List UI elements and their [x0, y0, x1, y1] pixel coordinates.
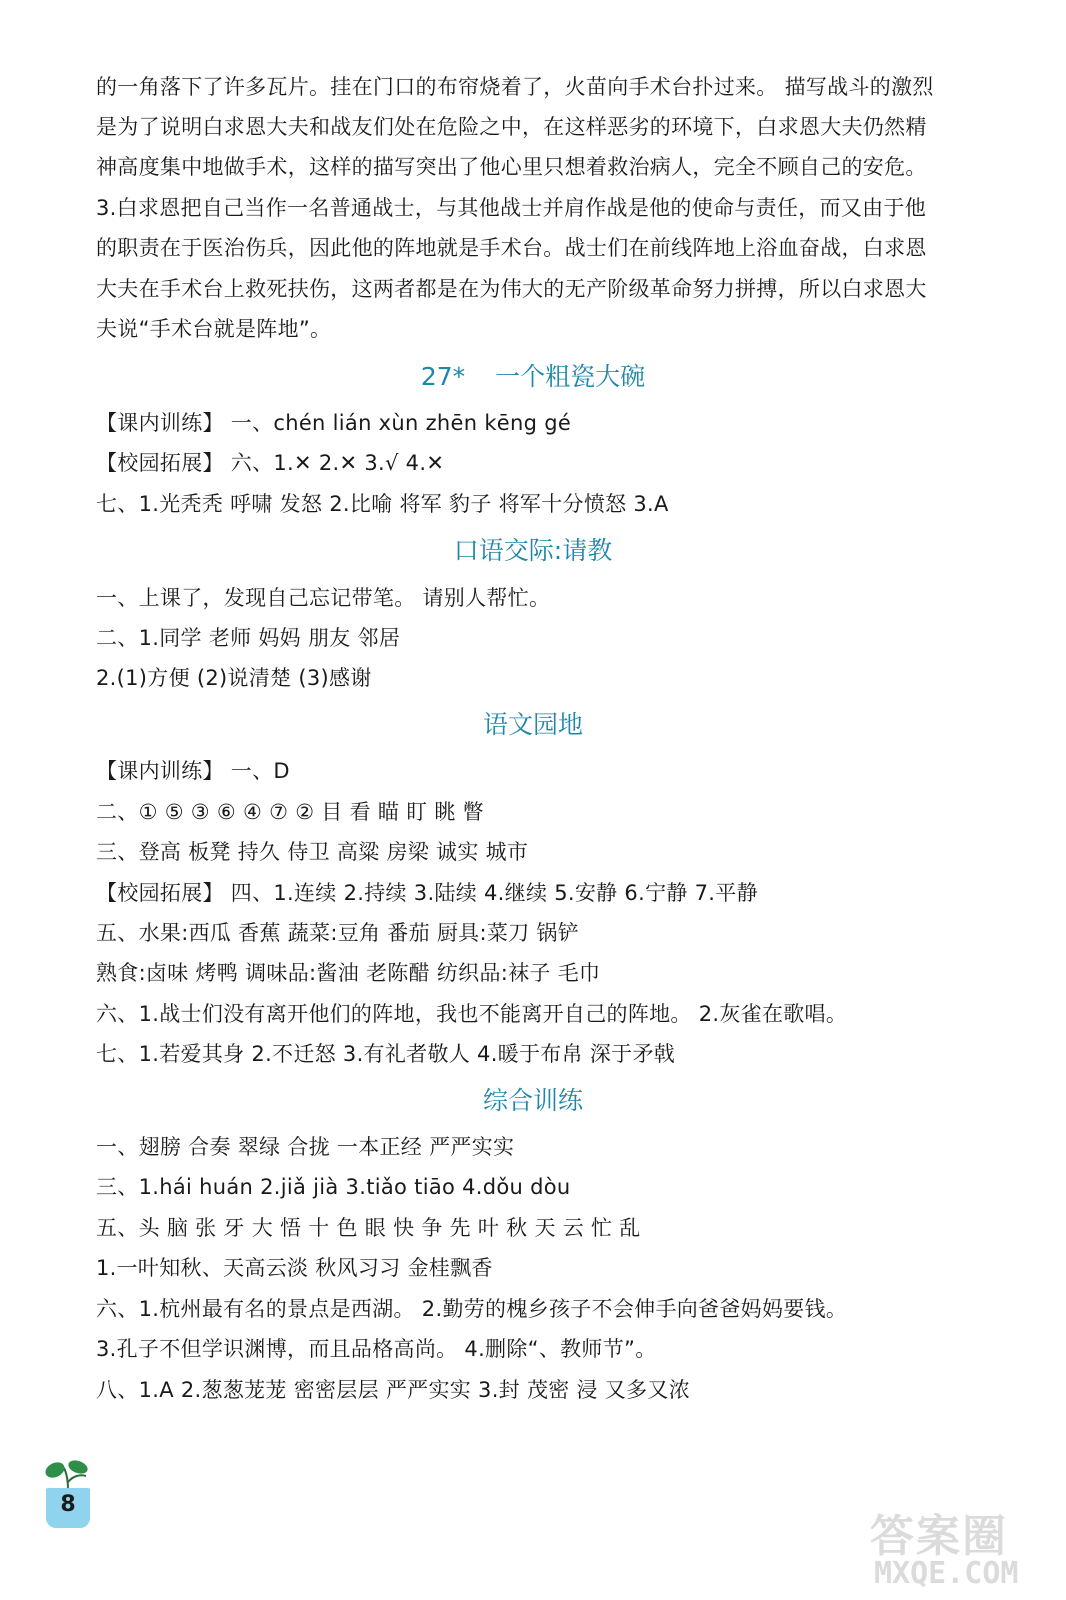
text-line: 七、1.光秃秃 呼啸 发怒 2.比喻 将军 豹子 将军十分愤怒 3.A	[96, 492, 669, 516]
text-line: 熟食:卤味 烤鸭 调味品:酱油 老陈醋 纺织品:袜子 毛巾	[96, 961, 601, 985]
text-line: 神高度集中地做手术，这样的描写突出了他心里只想着救治病人，完全不顾自己的安危。	[96, 155, 927, 179]
text-line: 大夫在手术台上救死扶伤，这两者都是在为伟大的无产阶级革命努力拼搏，所以白求恩大	[96, 277, 927, 301]
page-number: 8	[60, 1492, 76, 1517]
sprout-icon	[40, 1458, 96, 1492]
text-line: 七、1.若爱其身 2.不迁怒 3.有礼者敬人 4.暖于布帛 深于矛戟	[96, 1042, 676, 1066]
text-line: 二、① ⑤ ③ ⑥ ④ ⑦ ② 目 看 瞄 盯 眺 瞥	[96, 800, 484, 824]
text-line: 五、水果:西瓜 香蕉 蔬菜:豆角 番茄 厨具:菜刀 锅铲	[96, 921, 579, 945]
text-line: 三、1.hái huán 2.jiǎ jià 3.tiǎo tiāo 4.dǒu dòu	[96, 1175, 571, 1199]
page-number-badge	[40, 1458, 96, 1530]
text-line: 3.白求恩把自己当作一名普通战士，与其他战士并肩作战是他的使命与责任，而又由于他	[96, 196, 927, 220]
text-line: 【校园拓展】 六、1.✕ 2.✕ 3.√ 4.✕	[96, 451, 445, 475]
text-line: 八、1.A 2.葱葱茏茏 密密层层 严严实实 3.封 茂密 浸 又多又浓	[96, 1378, 690, 1402]
text-line: 的职责在于医治伤兵，因此他的阵地就是手术台。战士们在前线阵地上浴血奋战，白求恩	[96, 236, 927, 260]
text-line: 3.孔子不但学识渊博，而且品格高尚。 4.删除“、教师节”。	[96, 1337, 657, 1361]
text-line: 【课内训练】 一、D	[96, 759, 290, 783]
text-line: 的一角落下了许多瓦片。挂在门口的布帘烧着了，火苗向手术台扑过来。 描写战斗的激烈	[96, 75, 934, 99]
text-line: 三、登高 板凳 持久 侍卫 高粱 房梁 诚实 城市	[96, 840, 529, 864]
text-line: 夫说“手术台就是阵地”。	[96, 317, 332, 341]
watermark	[870, 1500, 1060, 1595]
text-line: 六、1.战士们没有离开他们的阵地，我也不能离开自己的阵地。 2.灰雀在歌唱。	[96, 1002, 848, 1026]
section-heading-lesson27	[0, 360, 1066, 394]
text-line: 是为了说明白求恩大夫和战友们处在危险之中，在这样恶劣的环境下，白求恩大夫仍然精	[96, 115, 927, 139]
text-line: 2.(1)方便 (2)说清楚 (3)感谢	[96, 666, 372, 690]
text-line: 一、上课了，发现自己忘记带笔。 请别人帮忙。	[96, 586, 551, 610]
section-heading-garden: 语文园地	[482, 710, 583, 739]
text-line: 六、1.杭州最有名的景点是西湖。 2.勤劳的槐乡孩子不会伸手向爸爸妈妈要钱。	[96, 1297, 848, 1321]
text-line: 一、翅膀 合奏 翠绿 合拢 一本正经 严严实实	[96, 1135, 515, 1159]
text-line: 【课内训练】 一、chén lián xùn zhēn kēng gé	[96, 411, 572, 435]
section-heading-comprehensive: 综合训练	[482, 1086, 583, 1115]
text-line: 【校园拓展】 四、1.连续 2.持续 3.陆续 4.继续 5.安静 6.宁静 7.平静	[96, 881, 758, 905]
watermark-url: MXQE.COM	[874, 1556, 1019, 1591]
text-line: 1.一叶知秋、天高云淡 秋风习习 金桂飘香	[96, 1256, 493, 1280]
text-line: 二、1.同学 老师 妈妈 朋友 邻居	[96, 626, 401, 650]
section-heading-oral: 口语交际:请教	[453, 536, 613, 565]
text-line: 五、头 脑 张 牙 大 悟 十 色 眼 快 争 先 叶 秋 天 云 忙 乱	[96, 1216, 641, 1240]
lesson-title: 一个粗瓷大碗	[495, 362, 646, 391]
watermark-logo: 答案圈	[870, 1511, 1008, 1562]
lesson-number: 27*	[420, 362, 466, 391]
